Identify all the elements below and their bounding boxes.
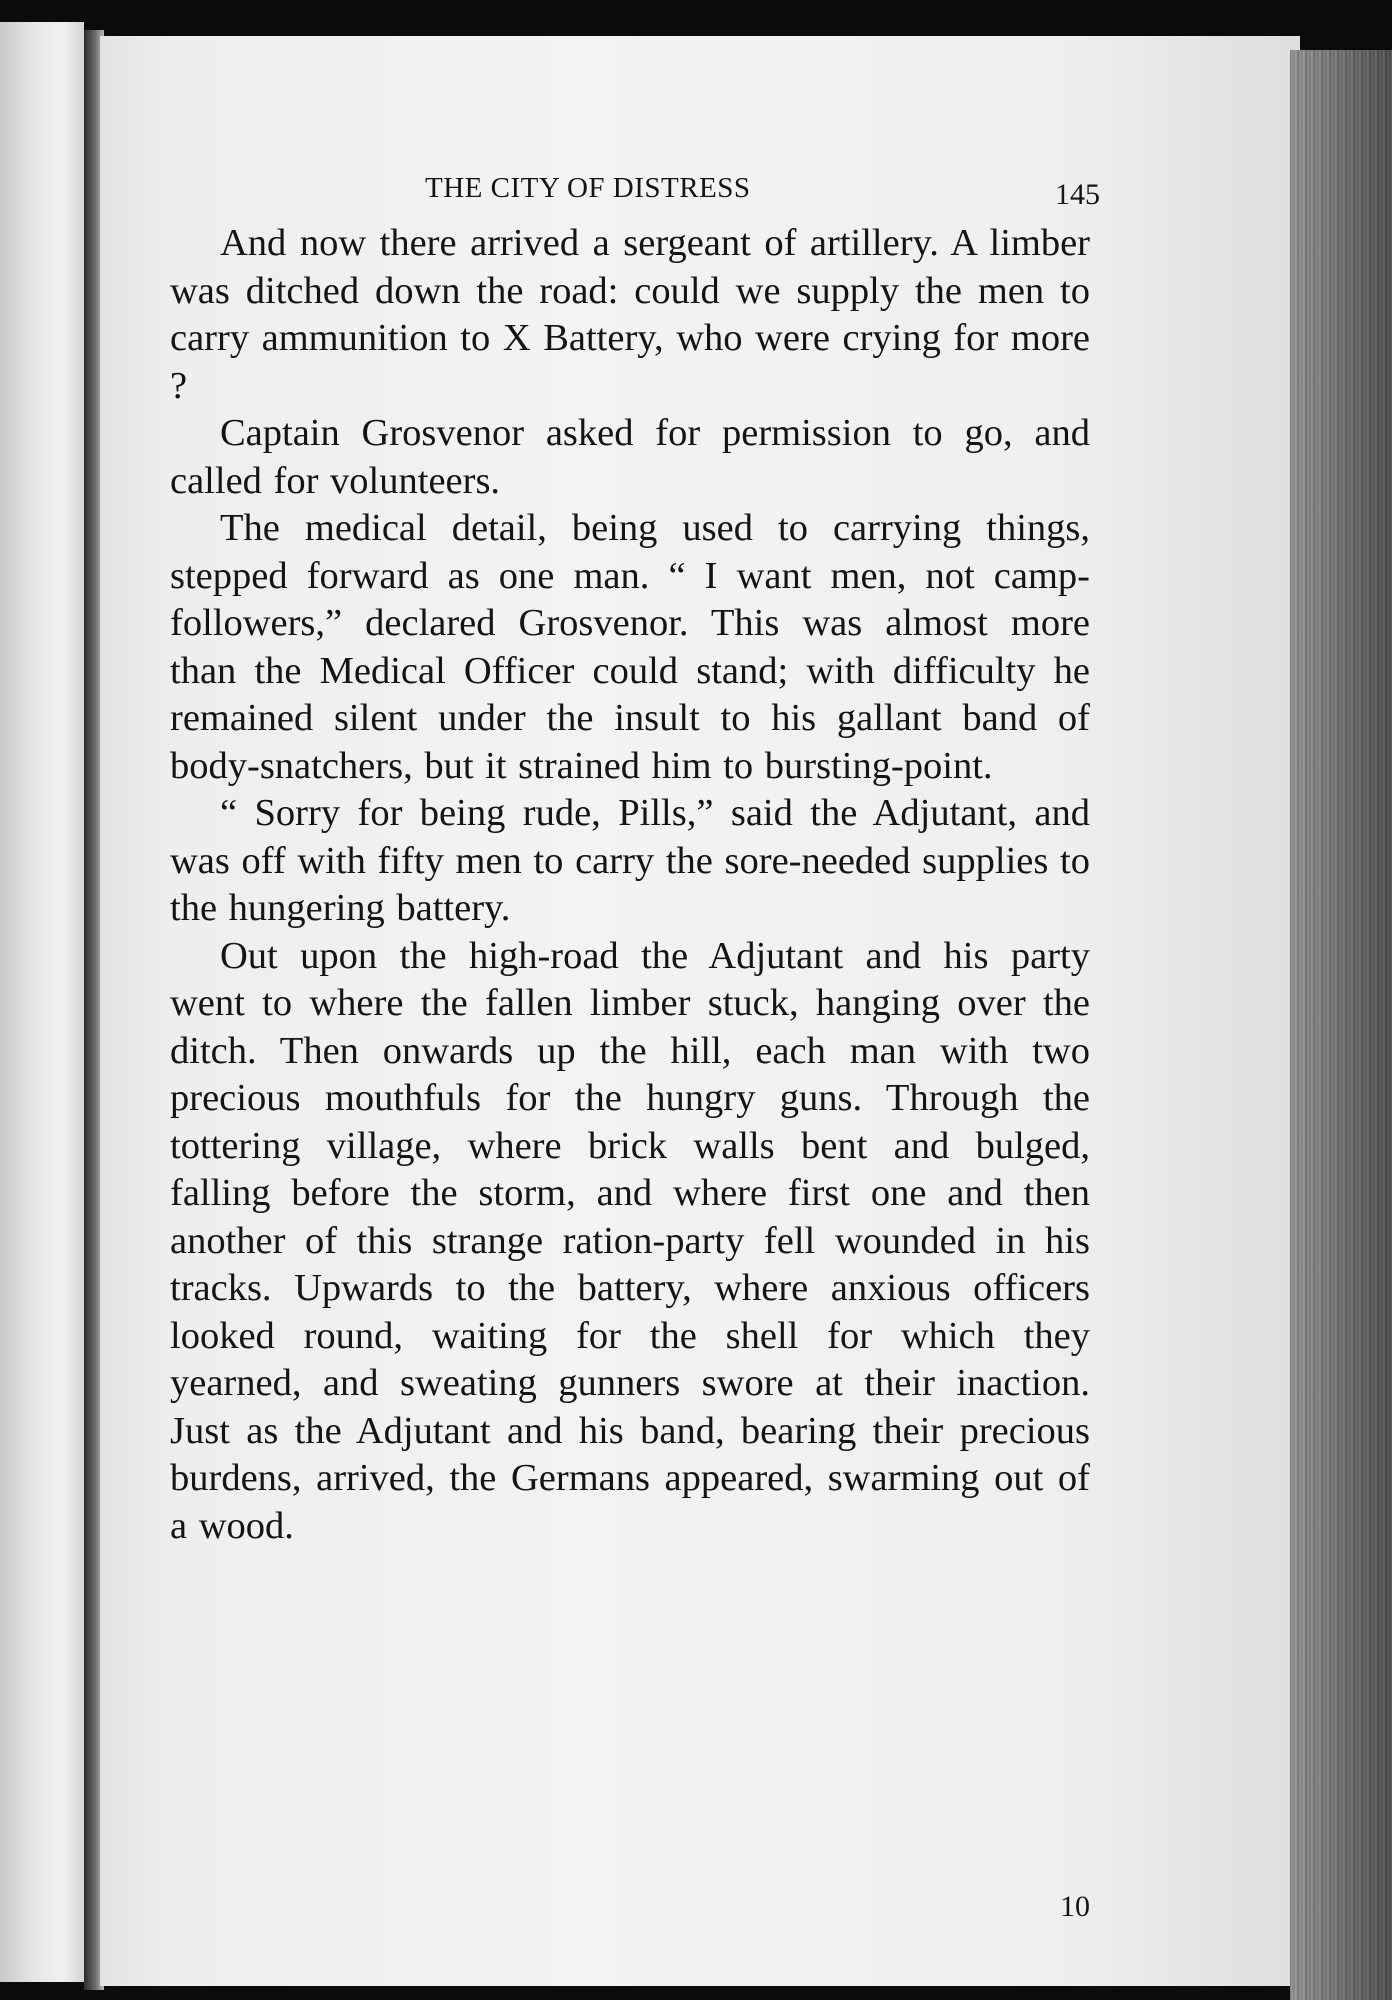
- running-title: THE CITY OF DISTRESS: [425, 172, 751, 204]
- running-head: [170, 160, 1100, 220]
- page-number: 145: [1055, 178, 1100, 211]
- paragraph-2: Captain Grosvenor asked for permission to go, and called for volunteers.: [170, 412, 1090, 502]
- paragraph-5: Out upon the high-road the Adjutant and his party went to where the fallen limber stuck, hanging over the ditch. Then onwards up the hill, each man with two precious mouthfuls for the hungry guns. Through the tottering village, where brick walls bent and bulged, falling before the storm, and where first one and then another of this strange ration-party fell wounded in his tracks. Upwards to the battery, where anxious officers looked round, waiting for the shell for which they yearned, and sweating gunners swore at their inaction. Just as the Adjutant and his band, bearing their precious burdens, arrived, the Germans appeared, swarming out of a wood.: [170, 934, 1090, 1547]
- paragraph-1: And now there arrived a sergeant of artillery. A limber was ditched down the road: could we supply the men to carry ammunition to X Battery, who were crying for more ?: [170, 222, 1090, 407]
- left-page-edge: [0, 22, 84, 1982]
- page-text: [170, 160, 1100, 1923]
- paragraph-3: The medical detail, being used to carrying things, stepped forward as one man. “ I want men, not camp-followers,” declared Grosvenor. This was almost more than the Medical Officer could stand; with difficulty he remained silent under the insult to his gallant band of body-snatchers, but it strained him to bursting-point.: [170, 507, 1090, 787]
- paragraph-4: “ Sorry for being rude, Pills,” said the Adjutant, and was off with fifty men to carry the sore-needed supplies to the hungering battery.: [170, 792, 1090, 929]
- signature-mark: 10: [1060, 1890, 1090, 1923]
- page-block-edge: [1290, 50, 1392, 2000]
